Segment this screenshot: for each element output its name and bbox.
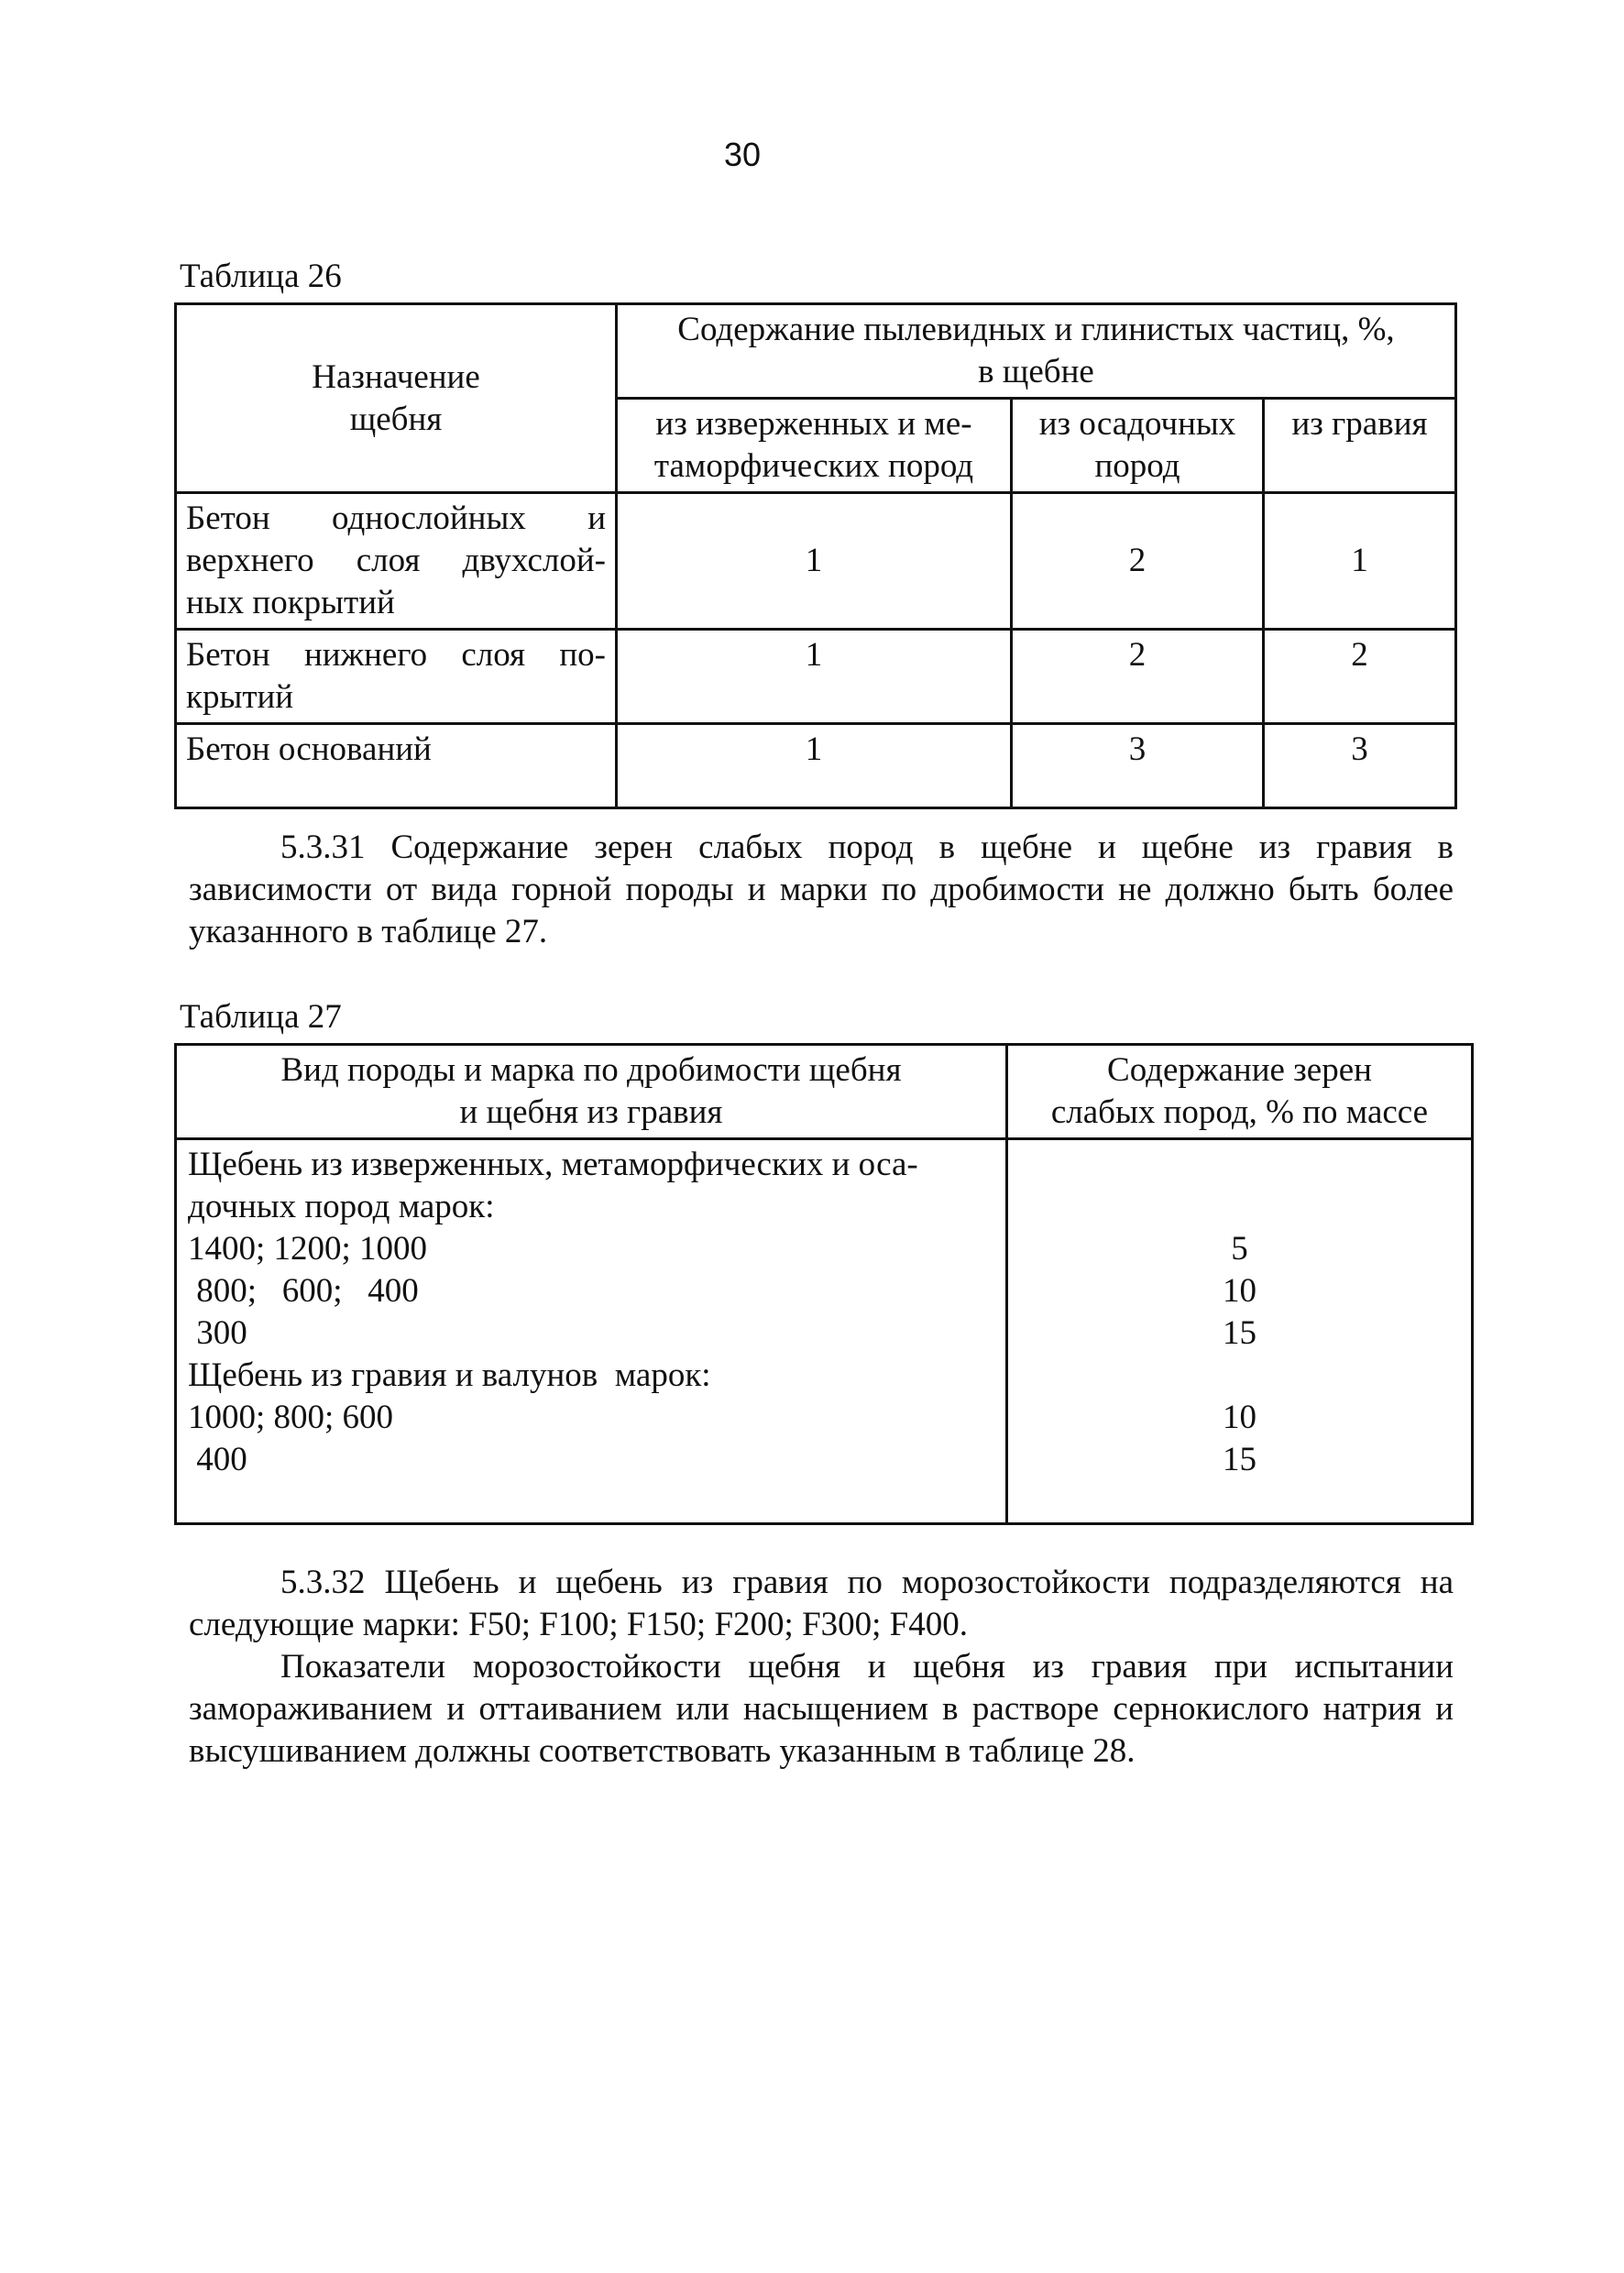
t27-rock-line: 400 bbox=[188, 1441, 247, 1478]
t26-row-name-line: ных покрытий bbox=[186, 584, 395, 621]
t26-header-purpose-line: щебня bbox=[349, 400, 443, 438]
t26-cell: 1 bbox=[617, 493, 1012, 630]
t26-row-name-line: Бетон оснований bbox=[186, 730, 432, 768]
t26-cell: 2 bbox=[1012, 630, 1264, 724]
t27-value-line bbox=[1019, 1355, 1460, 1397]
t27-value-line bbox=[1019, 1144, 1460, 1186]
t27-rock-line: дочных пород марок: bbox=[188, 1188, 495, 1225]
table-27-caption: Таблица 27 bbox=[180, 998, 342, 1036]
table-row bbox=[176, 724, 1456, 808]
t26-header-group bbox=[617, 304, 1456, 399]
t27-rock-line: 1000; 800; 600 bbox=[188, 1399, 394, 1436]
t26-cell: 1 bbox=[1264, 493, 1456, 630]
t27-values bbox=[1007, 1139, 1473, 1524]
t26-row-name-line: Бетон однослойных и bbox=[186, 500, 606, 537]
table-26-caption: Таблица 26 bbox=[180, 258, 342, 295]
t26-subheader-igneous bbox=[617, 399, 1012, 493]
t26-subheader-line: из гравия bbox=[1291, 405, 1428, 443]
t27-rock-line: 800; 600; 400 bbox=[188, 1272, 419, 1310]
t27-value-line: 10 bbox=[1223, 1399, 1256, 1436]
t26-row-name bbox=[176, 724, 617, 808]
t26-header-group-line: Содержание пылевидных и глинистых частиц, %, bbox=[677, 311, 1395, 348]
t26-subheader-sedimentary bbox=[1012, 399, 1264, 493]
t26-subheader-line: пород bbox=[1094, 447, 1180, 485]
t27-value-line: 15 bbox=[1223, 1441, 1256, 1478]
paragraph-5-3-32: 5.3.32 Щебень и щебень из гравия по морозостойкости подразделяются на следующие марки: F50; F100; F150; F200; F300; F400. bbox=[189, 1564, 1454, 1643]
t26-cell: 3 bbox=[1264, 724, 1456, 808]
t26-cell: 2 bbox=[1012, 493, 1264, 630]
t26-cell: 1 bbox=[617, 630, 1012, 724]
table-row bbox=[176, 630, 1456, 724]
t27-header-line: слабых пород, % по массе bbox=[1050, 1093, 1429, 1131]
paragraph-frost-resistance: Показатели морозостойкости щебня и щебня из гравия при испытании замораживанием и оттаиванием или насыщением в растворе сернокислого натрия и высушиванием должны соответствовать указанным в таблице 28. bbox=[189, 1648, 1454, 1770]
t27-value-line bbox=[1019, 1186, 1460, 1228]
t26-cell: 1 bbox=[617, 724, 1012, 808]
t26-cell: 3 bbox=[1012, 724, 1264, 808]
t27-value-line: 10 bbox=[1223, 1272, 1256, 1310]
t27-rock-line: 1400; 1200; 1000 bbox=[188, 1230, 428, 1268]
t26-row-name bbox=[176, 630, 617, 724]
t26-row-name-line: верхнего слоя двухслой- bbox=[186, 542, 606, 579]
t27-header-rock bbox=[176, 1045, 1007, 1139]
table-row bbox=[176, 1139, 1473, 1524]
t27-header-content bbox=[1007, 1045, 1473, 1139]
t26-subheader-gravel bbox=[1264, 399, 1456, 493]
t27-value-line: 5 bbox=[1231, 1230, 1248, 1268]
t27-header-line: Вид породы и марка по дробимости щебня bbox=[280, 1051, 902, 1089]
t27-rock-line: Щебень из изверженных, метаморфических и оса- bbox=[188, 1146, 918, 1183]
t27-header-line: Содержание зерен bbox=[1107, 1051, 1372, 1089]
table-26 bbox=[174, 302, 1457, 809]
t27-value-line: 15 bbox=[1223, 1314, 1256, 1352]
table-row bbox=[176, 493, 1456, 630]
t26-cell: 2 bbox=[1264, 630, 1456, 724]
t26-row-name-line: крытий bbox=[186, 678, 294, 716]
t27-header-line: и щебня из гравия bbox=[459, 1093, 723, 1131]
t26-row-name bbox=[176, 493, 617, 630]
page-number: 30 bbox=[723, 136, 762, 173]
t27-rock-list bbox=[176, 1139, 1007, 1524]
t26-row-name-line: Бетон нижнего слоя по- bbox=[186, 636, 606, 674]
t27-rock-line: 300 bbox=[188, 1314, 247, 1352]
t26-header-purpose bbox=[176, 304, 617, 493]
t26-header-purpose-line: Назначение bbox=[312, 357, 480, 396]
paragraph-5-3-31: 5.3.31 Содержание зерен слабых пород в щебне и щебне из гравия в зависимости от вида горной породы и марки по дробимости не должно быть более указанного в таблице 27. bbox=[189, 829, 1454, 950]
t26-header-group-line: в щебне bbox=[978, 353, 1094, 390]
t27-rock-line: Щебень из гравия и валунов марок: bbox=[188, 1356, 711, 1394]
table-27 bbox=[174, 1043, 1474, 1525]
t26-subheader-line: из изверженных и ме- bbox=[655, 405, 972, 443]
t26-subheader-line: из осадочных bbox=[1038, 405, 1236, 443]
t26-subheader-line: таморфических пород bbox=[653, 447, 974, 485]
